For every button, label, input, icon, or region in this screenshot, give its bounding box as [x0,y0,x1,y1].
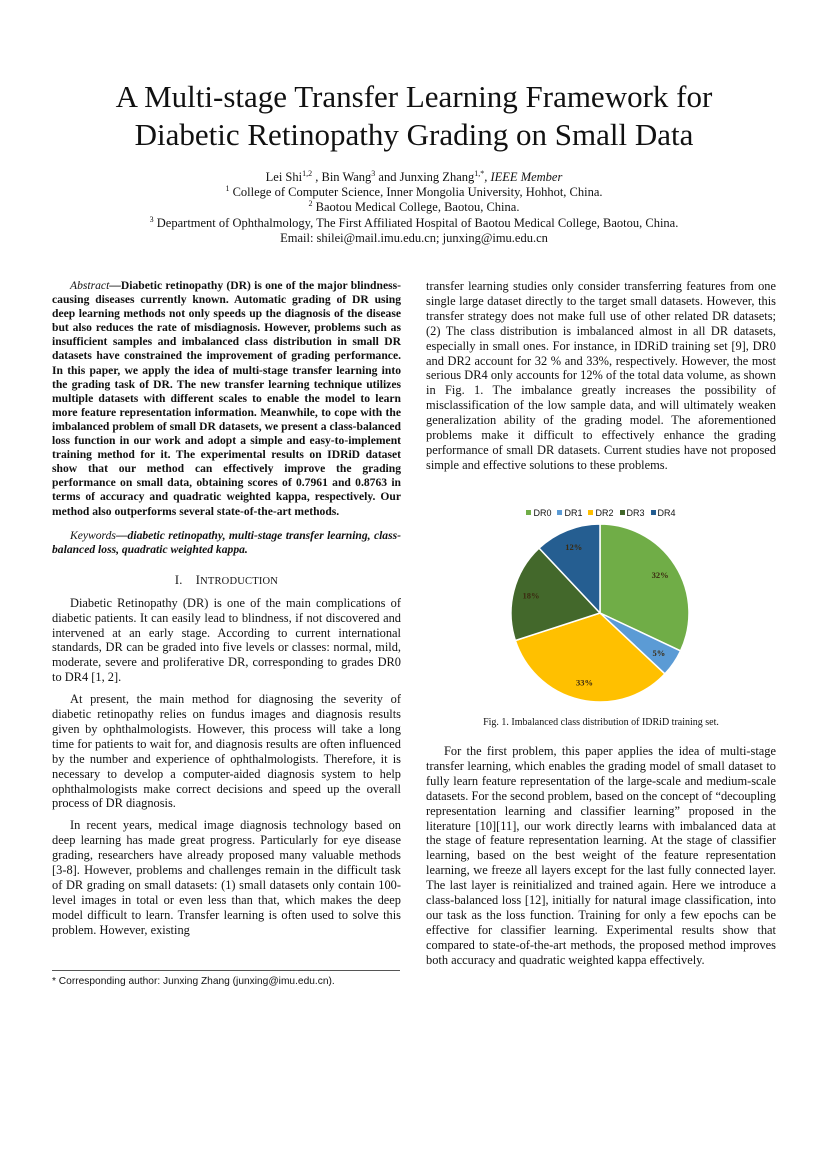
legend-label-dr4: DR4 [657,508,676,518]
right-column-top [426,279,776,480]
ieee-member: , IEEE Member [484,170,563,184]
title-line-1: A Multi-stage Transfer Learning Framework for [115,79,713,114]
affiliation-2 [60,200,768,215]
affiliation-2-sup: 2 [308,199,313,209]
pie-label-dr3: 18% [522,590,540,601]
author-3: and Junxing Zhang [375,170,475,184]
author-2-sup: 3 [371,168,376,178]
keywords [52,529,401,557]
affiliation-1-text: College of Computer Science, Inner Mongolia University, Hohhot, China. [229,185,603,200]
author-line [60,170,768,185]
pie-label-dr4: 12% [565,541,583,552]
right-paragraph-2: For the first problem, this paper applies the idea of multi-stage transfer learning, which enables the grading model of small dataset to fully learn feature representation of the large-scale and medium-scale datasets. For the second problem, based on the concept of “decoupling representation learning and classifier learning” proposed in the literature [10][11], our work directly learns with imbalanced data at the stage of feature representation learning. At the stage of classifier learning, based on the best weight of the feature representation learning, we freeze all layers except for the last fully connected layer. The last layer is reinitialized and trained again. Here we introduce a class-balanced loss [12], initially for natural image classification, into our task as the loss function. Training for only a few epochs can be effective for classifier learning. Experimental results show that compared to state-of-the-art methods, the proposed method improves both accuracy and quadratic weighted kappa effectively. [426,744,776,967]
legend-label-dr3: DR3 [626,508,645,518]
author-block [60,170,768,246]
section-number: I. [174,572,183,587]
intro-paragraph-1: Diabetic Retinopathy (DR) is one of the main complications of diabetic patients. It can easily lead to blindness, if not discovered and intervened at an early stage. According to current international standards, DR can be graded into five levels or classes: normal, mild, moderate, severe and proliferative DR, corresponding to grades DR0 to DR4 [1, 2]. [52,595,401,685]
abstract-text: —Diabetic retinopathy (DR) is one of the major blindness-causing diseases currently known. Automatic grading of DR using deep learning methods not only speeds up the diagnosis of the disease but also reduces the rate of misdiagnosis. However, problems such as insufficient samples and imbalanced class distribution in small DR datasets have constrained the improvement of grading performance. In this paper, we apply the idea of multi-stage transfer learning into the grading task of DR. The new transfer learning technique utilizes multiple datasets with different scales to enable the model to learn more feature representation information. Meanwhile, to cope with the imbalanced problem of small DR datasets, we present a class-balanced loss function in our work and adopt a simple and easy-to-implement training method for it. The experimental results on IDRiD dataset show that our method can effectively improve the grading performance on small data, obtaining scores of 0.7961 and 0.8763 in terms of accuracy and quadratic weighted kappa, respectively. Our method also outperforms several state-of-the-art methods. [52,279,401,518]
intro-paragraph-3: In recent years, medical image diagnosis technology based on deep learning has made great progress. Particularly for eye disease grading, researchers have already proposed many valuable methods [3-8]. However, problems and challenges remain in the difficult task of DR grading on small datasets: (1) small datasets only contain 100-level images in total or even less than that, which makes the deep model difficult to learn. Transfer learning is often used to solve this problem. However, existing [52,818,401,937]
email-line: Email: shilei@mail.imu.edu.cn; junxing@imu.edu.cn [280,230,548,245]
section-heading [52,573,401,590]
right-paragraph-1: transfer learning studies only consider transferring features from one single large dataset directly to the target small datasets. However, this transfer strategy does not make full use of other related DR datasets; (2) The class distribution is imbalanced almost in all DR datasets, especially in small ones. For instance, in IDRiD training set [9], DR0 and DR2 account for 32 % and 33%, respectively. However, the most serious DR4 only accounts for 12% of the total data volume, as shown in Fig. 1. The imbalance greatly increases the possibility of misclassification of the low sample data, and will ultimately weaken generalization ability of the grading model. The aforementioned problems make it difficult to effectively enhance the grading performance of small DR datasets. Current studies have not proposed simple and effective solutions to these problems. [426,279,776,472]
figure-caption: Fig. 1. Imbalanced class distribution of IDRiD training set. [483,717,719,728]
affiliation-3 [60,216,768,231]
affiliation-2-text: Baotou Medical College, Baotou, China. [312,200,520,215]
affiliation-3-text: Department of Ophthalmology, The First Affiliated Hospital of Baotou Medical College, Baotou, China. [153,215,679,230]
keywords-text: —diabetic retinopathy, multi-stage transfer learning, class-balanced loss, quadratic weighted kappa. [52,528,401,556]
legend-label-dr0: DR0 [533,508,552,518]
intro-paragraph-2: At present, the main method for diagnosing the severity of diabetic retinopathy relies on fundus images and diagnosis results given by ophthalmologists. However, this process will take a long time for patients to wait for, and diagnosis results are often influenced by the number and experience of ophthalmologists. Therefore, it is necessary to develop a computer-aided diagnosis system to help ophthalmologists make correct decisions and speed up the overall process of DR diagnosis. [52,692,401,811]
abstract [52,279,401,519]
author-2: , Bin Wang [312,170,372,184]
figure-1 [426,504,776,736]
affiliation-1 [60,185,768,200]
pie-label-dr2: 33% [576,677,593,688]
footnote: * Corresponding author: Junxing Zhang (junxing@imu.edu.cn). [52,976,335,987]
section-title-rest: NTRODUCTION [200,575,279,587]
paper-title [40,78,788,154]
left-column [52,279,401,945]
affiliation-1-sup: 1 [225,184,230,194]
author-1: Lei Shi [265,170,303,184]
legend-label-dr1: DR1 [564,508,583,518]
legend-label-dr2: DR2 [595,508,614,518]
title-line-2: Diabetic Retinopathy Grading on Small Data [134,117,694,152]
author-3-sup: 1,* [474,168,485,178]
pie-label-dr1: 5% [652,648,666,658]
abstract-lead: Abstract [70,279,110,292]
footnote-rule [52,970,400,971]
author-1-sup: 1,2 [302,168,313,178]
pie-chart [426,504,776,716]
pie-label-dr0: 32% [651,569,669,580]
right-column-bottom [426,744,776,975]
section-title-first: I [195,572,201,587]
affiliation-3-sup: 3 [149,214,154,224]
keywords-lead: Keywords [70,528,116,542]
